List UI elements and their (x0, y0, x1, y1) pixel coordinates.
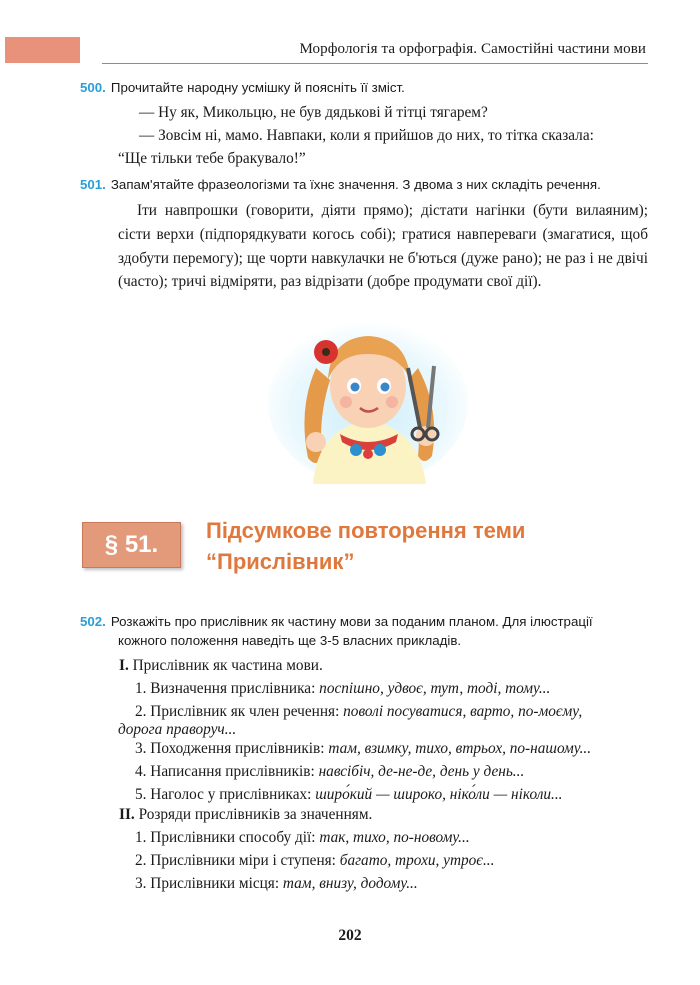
exercise-number: 502. (80, 614, 106, 629)
plan-item: 2. Прислівники міри і ступеня: багато, трохи, утроє... (135, 852, 495, 869)
section-number-badge: § 51. (82, 522, 181, 568)
girl-with-scissors-illustration (268, 308, 468, 484)
dialogue-line: — Ну як, Микольцю, не був дядькові й тітці тягарем? (139, 104, 488, 121)
plan-item: 1. Прислівники способу дії: так, тихо, по-новому... (135, 829, 470, 846)
plan-heading: II. Розряди прислівників за значенням. (119, 806, 373, 823)
exercise-number: 500. (80, 80, 106, 95)
running-header: Морфологія та орфографія. Самостійні частини мови (299, 41, 646, 57)
plan-item: 1. Визначення прислівника: поспішно, удвоє, тут, тоді, тому... (135, 680, 551, 697)
section-title-line1: Підсумкове повторення теми (206, 518, 526, 543)
header-accent-tab (5, 37, 80, 63)
plan-item: 2. Прислівник як член речення: поволі посуватися, варто, по-моєму, (135, 703, 583, 720)
plan-item: 3. Походження прислівників: там, взимку, тихо, втрьох, по-нашому... (135, 740, 592, 757)
exercise-501-instruction: 501. Запам'ятайте фразеологізми та їхнє значення. З двома з них складіть речення. (80, 177, 601, 192)
dialogue-line: — Зовсім ні, мамо. Навпаки, коли я прийшов до них, то тітка сказала: (139, 127, 594, 144)
dialogue-line: “Ще тільки тебе бракувало!” (118, 150, 306, 167)
page-number: 202 (338, 927, 362, 944)
plan-item: 3. Прислівники місця: там, внизу, додому... (135, 875, 418, 892)
exercise-number: 501. (80, 177, 106, 192)
phraseology-paragraph: Іти навпрошки (говорити, діяти прямо); дістати нагінки (бути вилаяним); сісти верхи (підпорядкувати когось собі); гратися навпереваги (змагатися, щоб здобути перемогу); ще чорти навкулачки не б'ються (дуже рано); не раз і не двічі (часто); тричі відміряти, раз відрізати (добре продумати свої дії). (118, 202, 648, 291)
exercise-500-instruction: 500. Прочитайте народну усмішку й поясніть її зміст. (80, 80, 405, 95)
plan-item: 4. Написання прислівників: навсібіч, де-не-де, день у день... (135, 763, 525, 780)
plan-item: 5. Наголос у прислівниках: широ́кий — широко, ніко́ли — ніколи... (135, 786, 563, 803)
exercise-502-instruction: 502. Розкажіть про прислівник як частину мови за поданим планом. Для ілюстрації (80, 614, 593, 629)
header-rule (102, 63, 648, 64)
plan-heading: I. Прислівник як частина мови. (119, 657, 323, 674)
plan-item-continuation: дорога праворуч... (118, 721, 237, 738)
section-title-line2: “Прислівник” (206, 549, 355, 574)
exercise-502-instruction-cont: кожного положення наведіть ще 3-5 власних прикладів. (118, 633, 462, 648)
